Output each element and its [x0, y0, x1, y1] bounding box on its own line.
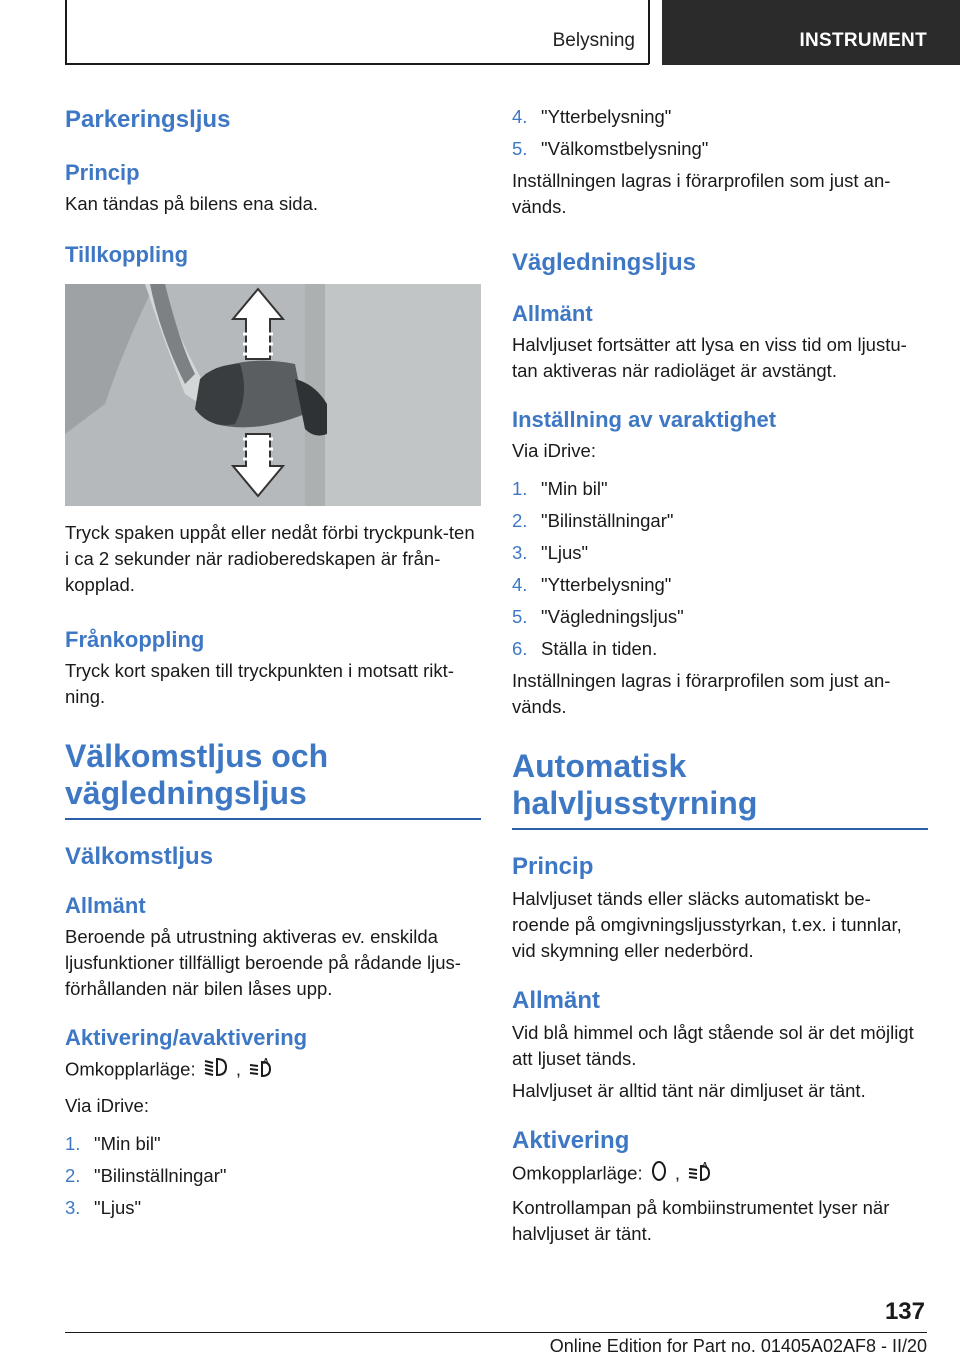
parking-light-heading: Parkeringsljus: [65, 106, 231, 133]
low-beam-icon: [203, 1056, 229, 1085]
welcome-allmant-text: Beroende på utrustning aktiveras ev. enskilda ljusfunktioner tillfälligt beroende på rådande ljus-förhållanden när bilen låses upp.: [65, 926, 461, 999]
list-item: 1. "Min bil": [512, 478, 608, 499]
list-item: 1. "Min bil": [65, 1133, 161, 1154]
frankoppling-text: Tryck kort spaken till tryckpunkten i motsatt rikt-ning.: [65, 660, 454, 707]
left-column: [65, 100, 481, 1227]
header-left-rule: [65, 0, 67, 64]
tillkoppling-text: Tryck spaken uppåt eller nedåt förbi tryckpunk-ten i ca 2 sekunder när radioberedskapen är från-kopplad.: [65, 522, 475, 595]
footer-edition: Online Edition for Part no. 01405A02AF8 - II/20: [549, 1336, 927, 1356]
list-item: 3. "Ljus": [65, 1197, 142, 1218]
svg-text:A: A: [702, 1161, 708, 1170]
princip-heading: Princip: [65, 160, 140, 185]
guide-steps-list: [512, 476, 928, 662]
header-chapter-label: INSTRUMENT: [799, 30, 927, 51]
switch-label: Omkopplarläge:: [512, 1162, 643, 1184]
auto-activation-text: Kontrollampan på kombiinstrumentet lyser när halvljuset är tänt.: [512, 1197, 890, 1244]
auto-princip-heading: Princip: [512, 853, 594, 880]
list-item: 4. "Ytterbelysning": [512, 106, 672, 127]
switch-separator: ,: [674, 1162, 681, 1184]
turn-signal-lever-illustration: [65, 284, 481, 506]
lever-diagram-icon: [65, 284, 481, 506]
princip-text: Kan tändas på bilens ena sida.: [65, 193, 319, 214]
welcome-steps-continued: [512, 104, 928, 162]
guide-allmant-heading: Allmänt: [512, 301, 593, 326]
switch-position-line: [65, 1056, 481, 1085]
welcome-allmant-heading: Allmänt: [65, 893, 146, 918]
auto-allmant-text: Vid blå himmel och lågt stående sol är det möjligt att ljuset tänds.: [512, 1022, 914, 1069]
svg-text:A: A: [263, 1057, 269, 1066]
duration-heading: Inställning av varaktighet: [512, 407, 777, 432]
list-item: 5. "Vägledningsljus": [512, 606, 684, 627]
list-item: 2. "Bilinställningar": [512, 510, 674, 531]
off-position-icon: [650, 1160, 668, 1189]
auto-low-beam-title: Automatisk halvljusstyrning: [512, 748, 928, 830]
page-number: 137: [884, 1298, 925, 1325]
right-column: [512, 100, 928, 1247]
saved-text-2: Inställningen lagras i förarprofilen som just an-vänds.: [512, 670, 891, 717]
activation-heading: Aktivering/avaktivering: [65, 1025, 308, 1050]
tillkoppling-heading: Tillkoppling: [65, 242, 189, 267]
list-item: 4. "Ytterbelysning": [512, 574, 672, 595]
auto-activation-heading: Aktivering: [512, 1127, 630, 1154]
header-bottom-rule: [65, 63, 649, 65]
auto-light-icon: [248, 1056, 274, 1085]
list-item: 3. "Ljus": [512, 542, 589, 563]
guide-allmant-text: Halvljuset fortsätter att lysa en viss tid om ljustu-tan aktiveras när radioläget är avstängt.: [512, 334, 907, 381]
list-item: 5. "Välkomstbelysning": [512, 138, 709, 159]
auto-light-icon: [687, 1160, 713, 1189]
welcome-steps-list: [65, 1131, 481, 1221]
list-item: 6. Ställa in tiden.: [512, 638, 658, 659]
welcome-section-title: Välkomstljus och vägledningsljus: [65, 738, 481, 820]
switch-label: Omkopplarläge:: [65, 1058, 196, 1080]
auto-switch-position-line: [512, 1160, 928, 1189]
guide-via-idrive-label: Via iDrive:: [512, 440, 596, 461]
via-idrive-label: Via iDrive:: [65, 1095, 149, 1116]
header-divider: [648, 0, 650, 64]
auto-princip-text: Halvljuset tänds eller släcks automatiskt be-roende på omgivningsljusstyrkan, t.ex. i tunnlar, vid skymning eller nederbörd.: [512, 888, 902, 961]
frankoppling-heading: Frånkoppling: [65, 627, 205, 652]
switch-separator: ,: [235, 1058, 242, 1080]
footer-rule: [65, 1332, 927, 1333]
header-chapter-tab: [662, 0, 960, 65]
welcome-light-heading: Välkomstljus: [65, 843, 214, 870]
auto-allmant-heading: Allmänt: [512, 987, 601, 1014]
guide-light-heading: Vägledningsljus: [512, 249, 697, 276]
list-item: 2. "Bilinställningar": [65, 1165, 227, 1186]
saved-text-1: Inställningen lagras i förarprofilen som just an-vänds.: [512, 170, 891, 217]
header-section-title: Belysning: [552, 30, 635, 51]
auto-allmant-text-2: Halvljuset är alltid tänt när dimljuset är tänt.: [512, 1080, 866, 1101]
